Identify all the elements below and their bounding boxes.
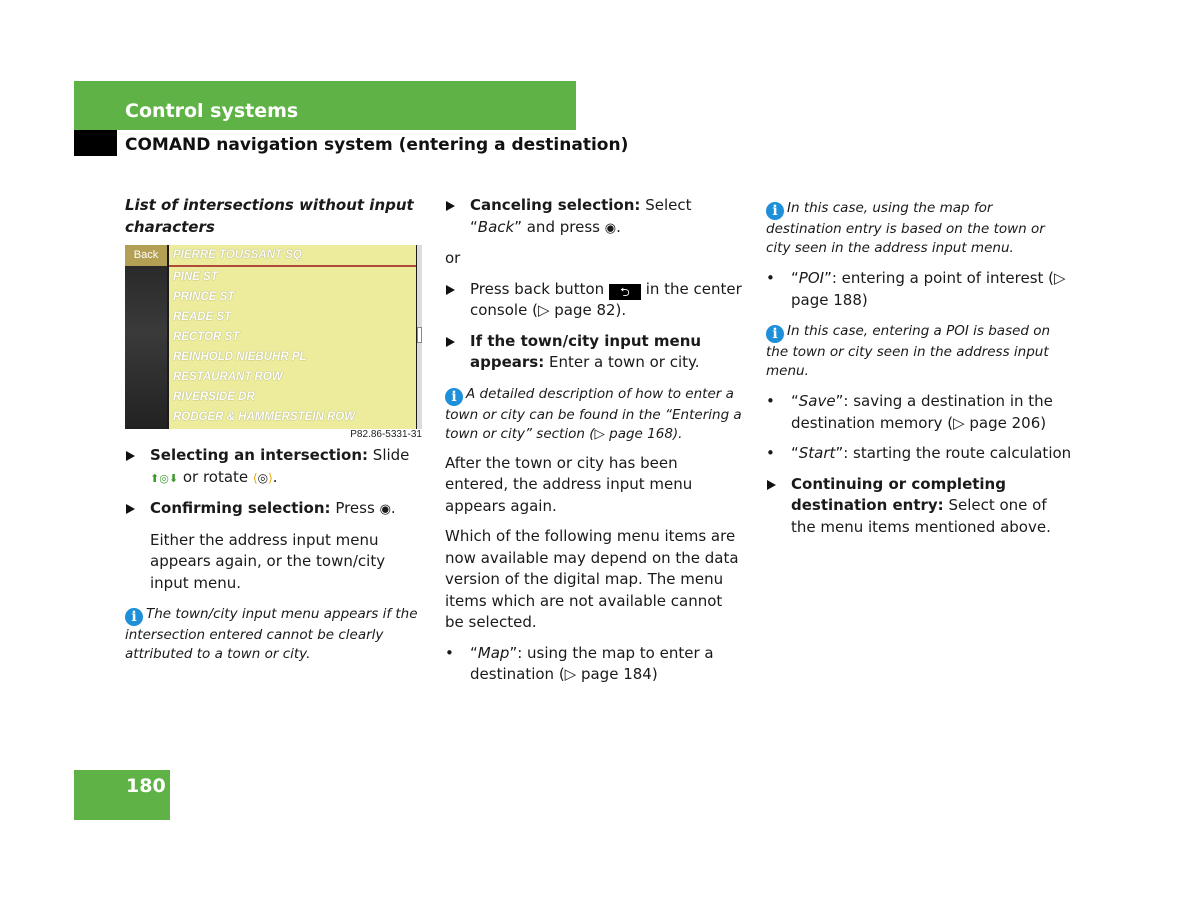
screenshot-back-button: Back: [125, 245, 167, 266]
column-1: [125, 195, 425, 238]
list-item: READE ST: [173, 311, 232, 323]
info-icon: i: [445, 388, 463, 406]
step-detail: Either the address input menu appears again, or the town/city input menu.: [150, 530, 386, 592]
paragraph: After the town or city has been entered, the address input menu appears again.: [445, 453, 693, 515]
bullet-start: • “Start”: starting the route calculation: [766, 443, 1072, 465]
controller-press-icon: ◉: [379, 502, 391, 517]
list-item: REINHOLD NIEBUHR PL: [173, 351, 307, 363]
column-3: [766, 199, 1072, 538]
list-item: PRINCE ST: [173, 291, 235, 303]
step-continue-destination: Continuing or completing destination entry: Select one of the menu items mentioned above.: [766, 474, 1072, 539]
controller-slide-icon: ⬆◎⬇: [150, 471, 179, 485]
list-heading: List of intersections without input characters: [125, 196, 414, 236]
screenshot-sidebar: [125, 266, 167, 429]
screenshot-scroll-thumb: [417, 327, 422, 343]
info-icon: i: [766, 202, 784, 220]
header-marker: [74, 130, 117, 156]
intersection-list-screenshot: [125, 245, 422, 429]
list-item: PINE ST: [173, 271, 218, 283]
bullet-poi: • “POI”: entering a point of interest (▷ page 188): [766, 268, 1072, 311]
column-1-steps: [125, 445, 425, 664]
page-title: COMAND navigation system (entering a destination): [125, 135, 629, 155]
info-icon: i: [125, 608, 143, 626]
step-town-city-menu: If the town/city input menu appears: Enter a town or city.: [445, 331, 745, 374]
controller-rotate-icon: ⟨◎⟩: [252, 470, 273, 485]
info-note: i In this case, entering a POI is based on the town or city seen in the address input menu.: [766, 323, 1051, 379]
info-note: i A detailed description of how to enter a town or city can be found in the “Entering a town or city” section (▷ page 168).: [445, 385, 742, 442]
step-select-intersection: Selecting an intersection: Slide ⬆◎⬇ or rotate ⟨◎⟩.: [125, 445, 425, 489]
info-icon: i: [766, 325, 784, 343]
paragraph: Which of the following menu items are now available may depend on the data version of the digital map. The menu items which are not available cannot be selected.: [445, 527, 739, 631]
step-cancel-selection: Canceling selection: Select “Back” and press ◉.: [445, 195, 745, 239]
bullet-map: • “Map”: using the map to enter a destination (▷ page 184): [445, 643, 745, 686]
list-item: PIERRE TOUSSANT SQ: [169, 245, 416, 267]
list-item: RODGER & HAMMERSTEIN ROW: [173, 411, 356, 423]
column-2: [445, 195, 745, 686]
screenshot-list: [169, 245, 416, 429]
step-confirm-selection: Confirming selection: Press ◉.: [125, 498, 425, 521]
list-item: RECTOR ST: [173, 331, 240, 343]
section-title: Control systems: [125, 100, 299, 122]
step-back-button: Press back button ⮌ in the center console (▷ page 82).: [445, 279, 745, 322]
bullet-save: • “Save”: saving a destination in the destination memory (▷ page 206): [766, 391, 1072, 434]
or-text: or: [445, 249, 461, 267]
page-number: 180: [126, 775, 166, 797]
list-item: RIVERSIDE DR: [173, 391, 255, 403]
list-item: RESTAURANT ROW: [173, 371, 283, 383]
info-note: i The town/city input menu appears if the intersection entered cannot be clearly attributed to a town or city.: [125, 606, 418, 662]
back-button-icon: ⮌: [609, 284, 641, 300]
info-note: i In this case, using the map for destination entry is based on the town or city seen in the address input menu.: [766, 200, 1045, 256]
controller-press-icon: ◉: [604, 220, 617, 236]
figure-code: P82.86-5331-31: [350, 429, 422, 440]
